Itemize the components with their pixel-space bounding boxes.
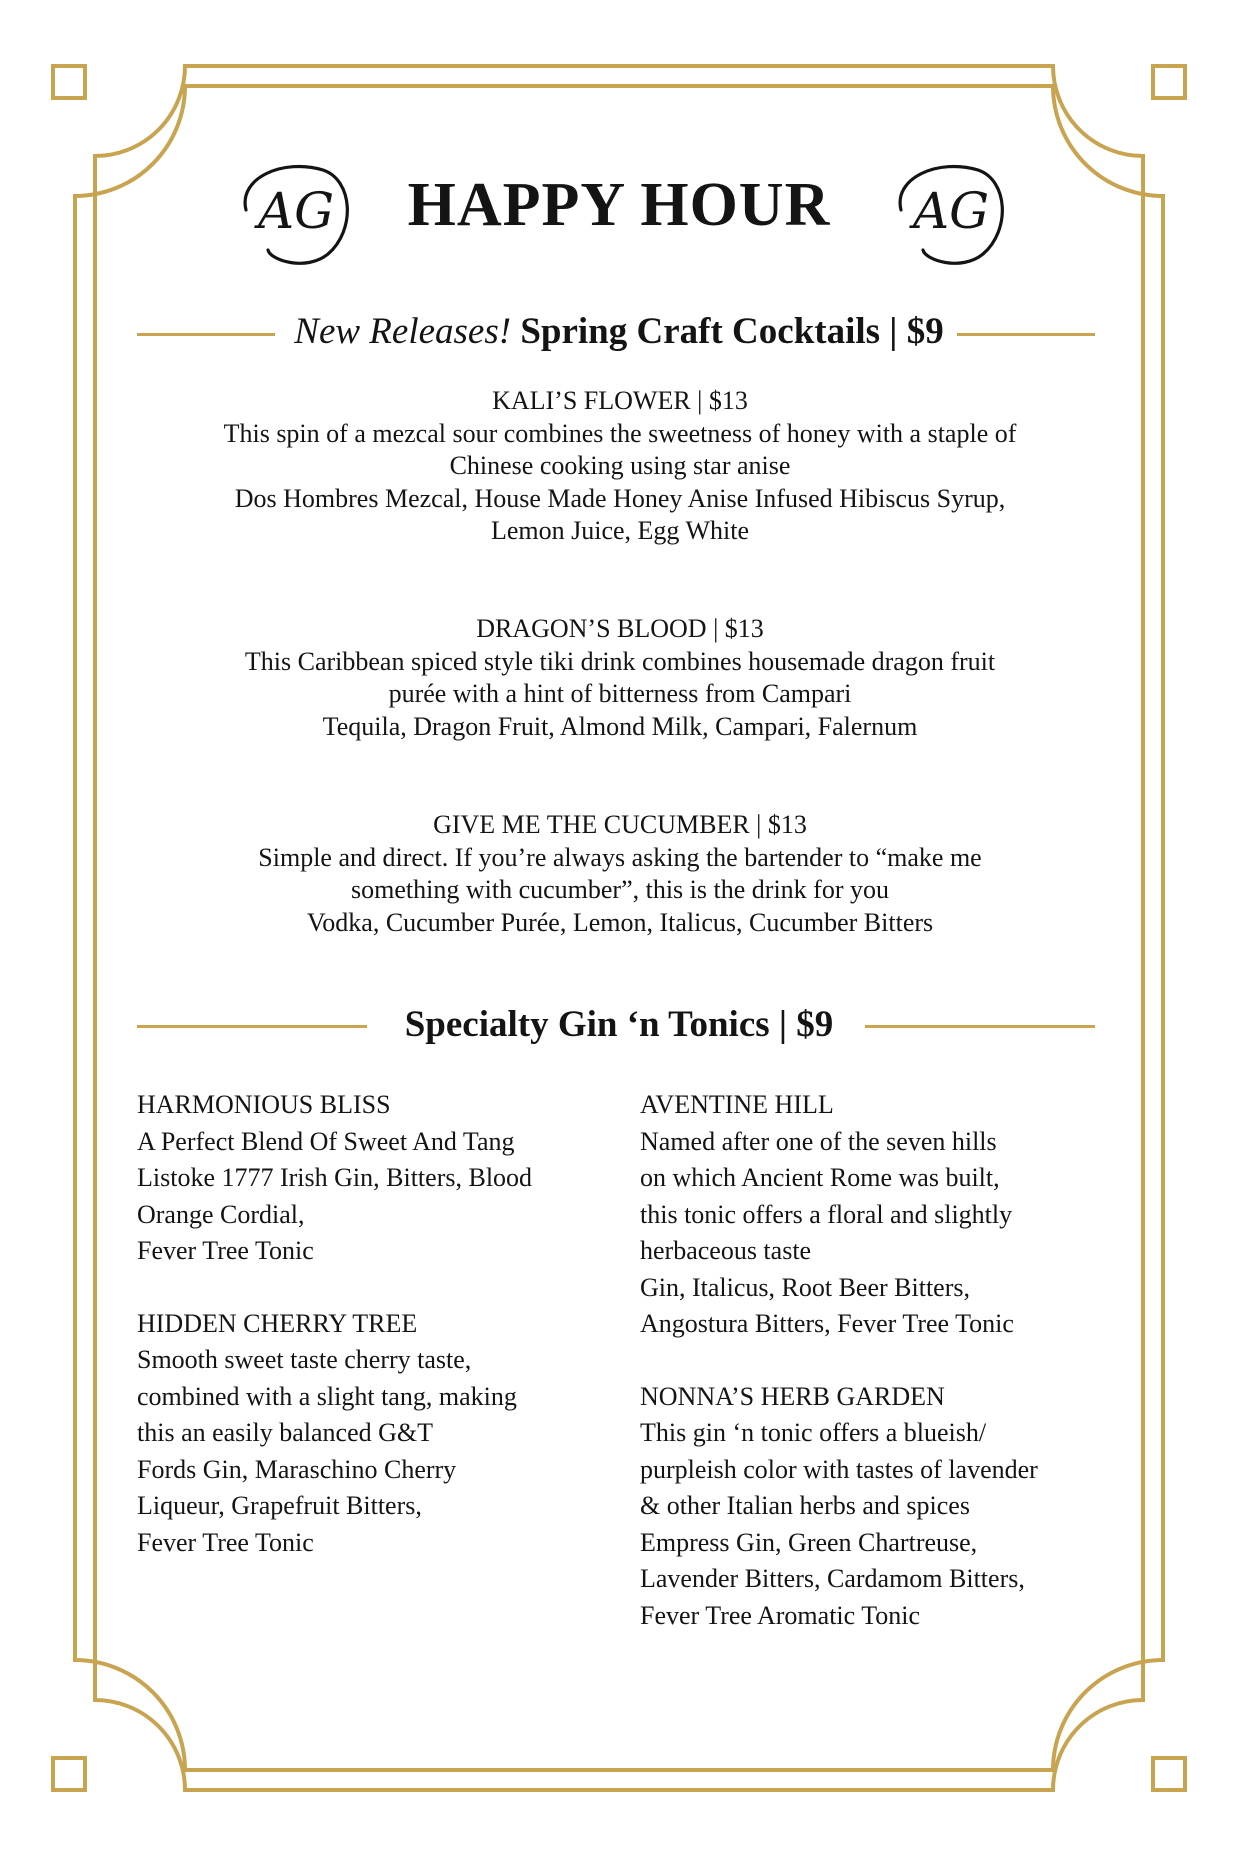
gin-item-name: HARMONIOUS BLISS (137, 1090, 391, 1119)
gin-item-line: Smooth sweet taste cherry taste, (137, 1345, 472, 1374)
gin-item-name: HIDDEN CHERRY TREE (137, 1308, 418, 1338)
gin-item-line: Listoke 1777 Irish Gin, Bitters, Blood (137, 1163, 533, 1192)
gin-item-line: This gin ‘n tonic offers a blueish/ (640, 1418, 987, 1447)
drink-description-line: This spin of a mezcal sour combines the sweetness of honey with a staple of (223, 418, 1017, 448)
gin-item-line: this an easily balanced G&T (137, 1418, 434, 1447)
drink-ingredients-line: Dos Hombres Mezcal, House Made Honey Anise Infused Hibiscus Syrup, (234, 483, 1006, 513)
drink-kalis-flower (170, 385, 1070, 548)
page-title: HAPPY HOUR (407, 171, 831, 239)
new-releases-label: New Releases! (294, 311, 512, 352)
gin-item-line: Gin, Italicus, Root Beer Bitters, (640, 1272, 971, 1302)
gin-item-name: NONNA’S HERB GARDEN (640, 1381, 945, 1411)
gin-item-hidden-cherry-tree (137, 1306, 577, 1562)
drink-name: KALI’S FLOWER | $13 (492, 386, 748, 415)
drink-description-line: Simple and direct. If you’re always asking the bartender to “make me (258, 842, 982, 872)
drink-description-line: This Caribbean spiced style tiki drink combines housemade dragon fruit (244, 646, 996, 676)
gin-section-heading (0, 1003, 1238, 1047)
gin-item-line: on which Ancient Rome was built, (640, 1163, 1000, 1192)
gin-item-line: Orange Cordial, (137, 1199, 305, 1229)
spring-section-heading (0, 310, 1238, 354)
drink-ingredients-line: Vodka, Cucumber Purée, Lemon, Italicus, Cucumber Bitters (306, 907, 934, 937)
spring-section-title: Spring Craft Cocktails | $9 (520, 311, 944, 352)
drink-dragons-blood (170, 613, 1070, 743)
drink-give-me-the-cucumber (170, 809, 1070, 939)
gin-item-nonnas-herb-garden (640, 1379, 1100, 1635)
svg-text:AG: AG (912, 182, 990, 240)
gin-section-title: Specialty Gin ‘n Tonics | $9 (404, 1004, 834, 1045)
gin-column-right (640, 1087, 1100, 1670)
gin-item-line: Fever Tree Tonic (137, 1236, 314, 1265)
gin-item-line: Fords Gin, Maraschino Cherry (137, 1454, 457, 1484)
gin-item-line: & other Italian herbs and spices (640, 1491, 970, 1520)
svg-text:AG: AG (257, 182, 335, 240)
gin-item-line: Angostura Bitters, Fever Tree Tonic (640, 1309, 1014, 1338)
gin-item-line: Empress Gin, Green Chartreuse, (640, 1527, 978, 1557)
gin-item-line: Lavender Bitters, Cardamom Bitters, (640, 1564, 1025, 1593)
drink-name: DRAGON’S BLOOD | $13 (476, 614, 764, 643)
gin-column-left (137, 1087, 577, 1597)
gin-item-line: this tonic offers a floral and slightly (640, 1199, 1013, 1229)
gin-item-line: herbaceous taste (640, 1236, 812, 1265)
gin-item-line: Fever Tree Aromatic Tonic (640, 1600, 921, 1630)
drink-description-line: purée with a hint of bitterness from Campari (388, 679, 852, 708)
drink-description-line: Chinese cooking using star anise (449, 451, 791, 480)
gin-item-line: A Perfect Blend Of Sweet And Tang (137, 1126, 515, 1156)
drink-name: GIVE ME THE CUCUMBER | $13 (433, 810, 807, 839)
gin-item-line: Liqueur, Grapefruit Bitters, (137, 1491, 422, 1520)
gin-item-line: combined with a slight tang, making (137, 1381, 517, 1411)
gin-item-line: purpleish color with tastes of lavender (640, 1454, 1038, 1484)
gin-item-line: Named after one of the seven hills (640, 1126, 997, 1156)
gin-item-harmonious-bliss (137, 1087, 577, 1270)
gin-item-line: Fever Tree Tonic (137, 1527, 314, 1557)
drink-ingredients-line: Lemon Juice, Egg White (490, 516, 749, 545)
drink-ingredients-line: Tequila, Dragon Fruit, Almond Milk, Campari, Falernum (322, 711, 918, 741)
drink-description-line: something with cucumber”, this is the drink for you (351, 875, 889, 904)
gin-item-name: AVENTINE HILL (640, 1090, 834, 1119)
gin-item-aventine-hill (640, 1087, 1100, 1343)
